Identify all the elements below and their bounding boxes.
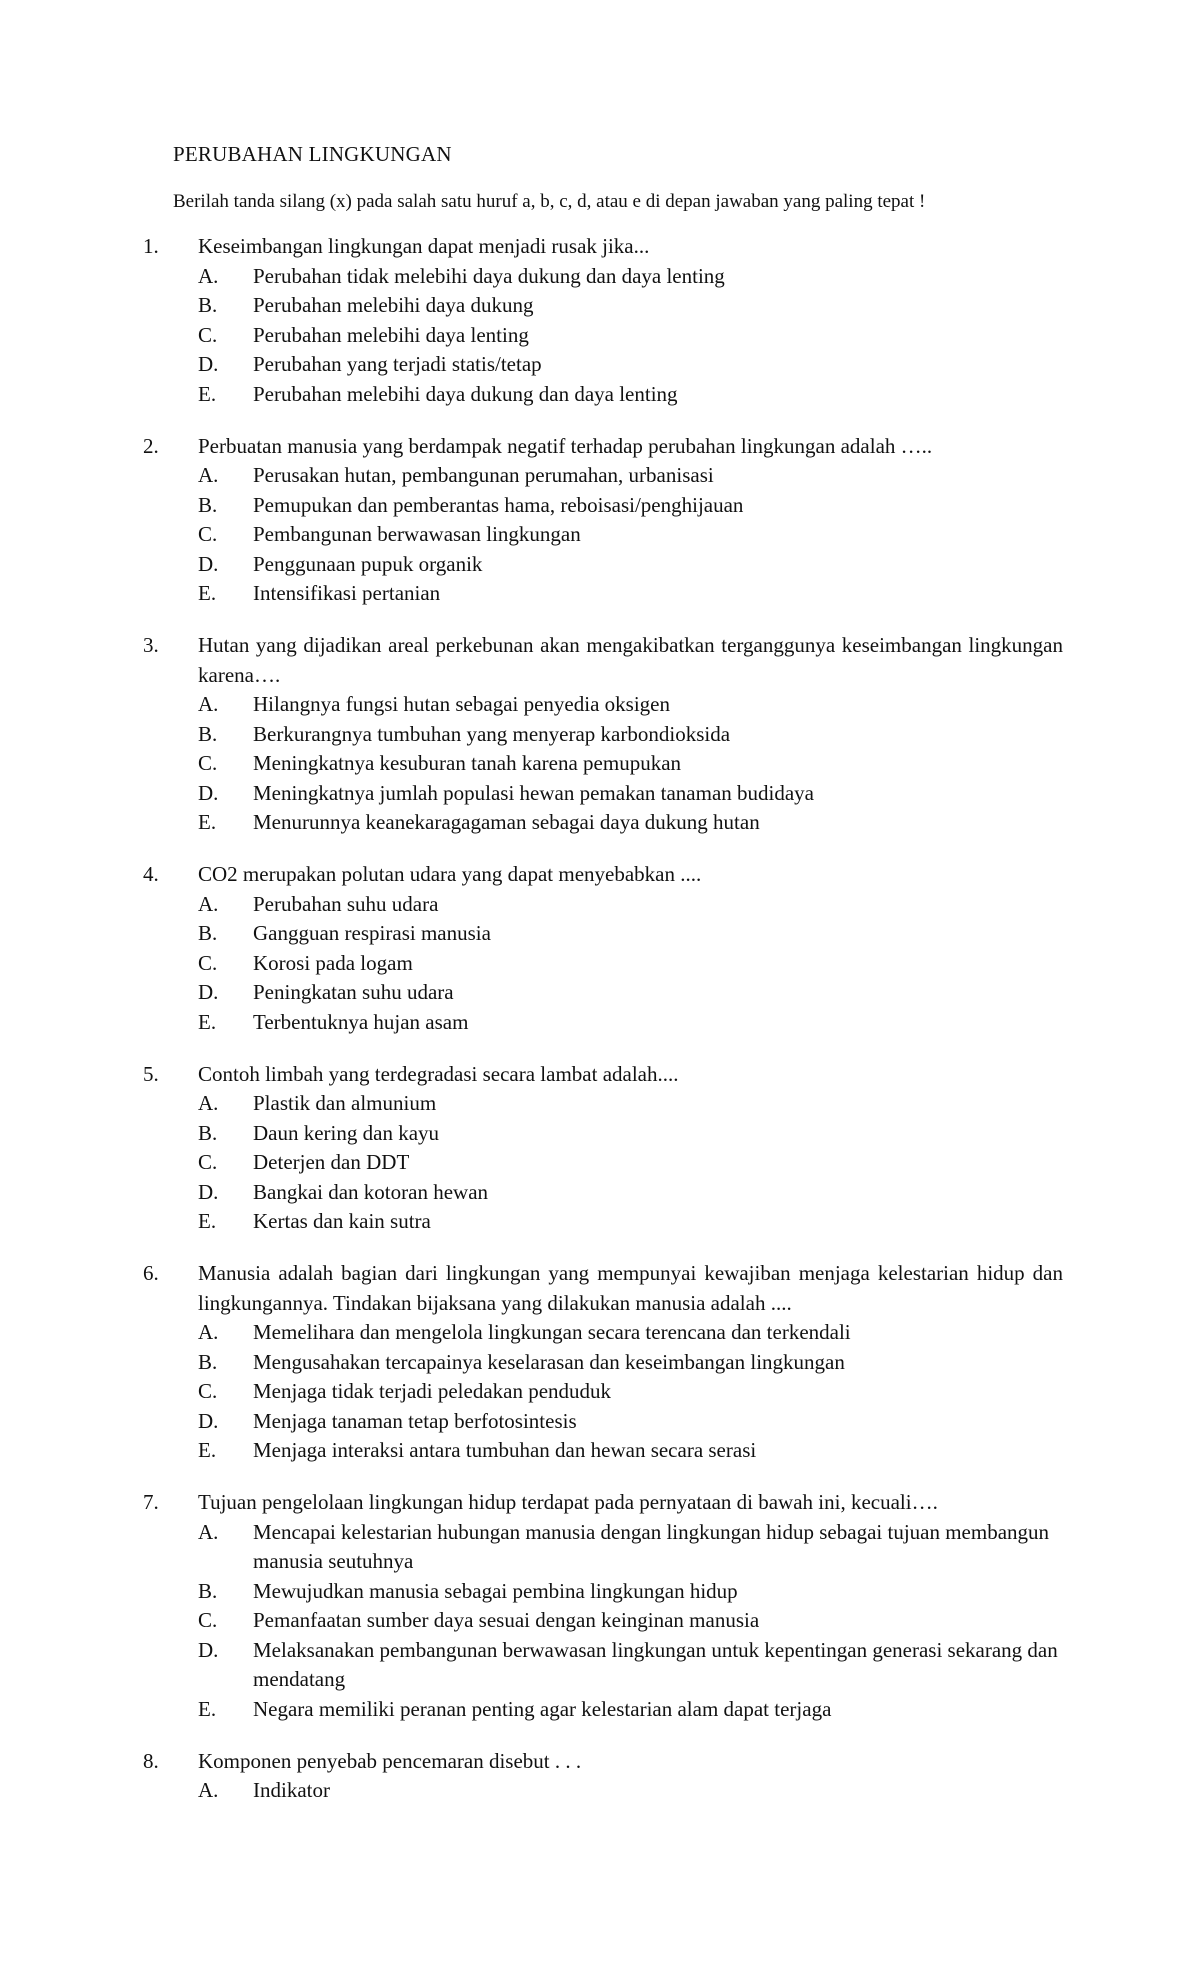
option-letter: A. bbox=[198, 263, 219, 288]
answer-option bbox=[198, 520, 1063, 550]
option-letter: D. bbox=[198, 352, 219, 376]
option-letter: E. bbox=[198, 1009, 217, 1034]
answer-option bbox=[198, 1318, 1063, 1348]
question-line bbox=[143, 432, 1063, 462]
option-text: Meningkatnya jumlah populasi hewan pemakan tanaman budidaya bbox=[253, 780, 815, 805]
option-text: Menjaga tanaman tetap berfotosintesis bbox=[253, 1408, 577, 1433]
answer-option bbox=[198, 1008, 1063, 1038]
question-item bbox=[143, 432, 1063, 609]
answer-option bbox=[198, 978, 1063, 1008]
option-letter: C. bbox=[198, 1608, 218, 1632]
answer-option bbox=[198, 690, 1063, 720]
answer-option bbox=[198, 350, 1063, 380]
option-text: Menjaga tidak terjadi peledakan penduduk bbox=[253, 1379, 612, 1403]
option-letter: E. bbox=[198, 581, 217, 605]
option-letter: A. bbox=[198, 463, 219, 487]
page-title: PERUBAHAN LINGKUNGAN bbox=[173, 142, 452, 166]
answer-option bbox=[198, 1377, 1063, 1407]
option-text: Hilangnya fungsi hutan sebagai penyedia oksigen bbox=[253, 692, 670, 716]
answer-option bbox=[198, 1348, 1063, 1378]
option-letter: C. bbox=[198, 1379, 218, 1403]
answer-option bbox=[198, 291, 1063, 321]
option-list bbox=[143, 461, 1063, 609]
option-letter: B. bbox=[198, 1349, 218, 1374]
answer-option bbox=[198, 720, 1063, 750]
answer-option bbox=[198, 1207, 1063, 1237]
question-item bbox=[143, 232, 1063, 409]
question-item bbox=[143, 1747, 1063, 1806]
question-text: Keseimbangan lingkungan dapat menjadi rusak jika... bbox=[198, 234, 650, 258]
option-text: Perubahan tidak melebihi daya dukung dan daya lenting bbox=[253, 263, 725, 288]
option-text: Memelihara dan mengelola lingkungan secara terencana dan terkendali bbox=[253, 1320, 851, 1344]
answer-option bbox=[198, 1606, 1063, 1636]
question-number: 8. bbox=[143, 1748, 159, 1773]
option-letter: C. bbox=[198, 522, 218, 546]
answer-option bbox=[198, 890, 1063, 920]
option-text: Menurunnya keanekaragagaman sebagai daya dukung hutan bbox=[253, 810, 760, 834]
question-line bbox=[143, 1747, 1063, 1777]
answer-option bbox=[198, 380, 1063, 410]
option-letter: D. bbox=[198, 780, 219, 805]
option-text: Mewujudkan manusia sebagai pembina lingkungan hidup bbox=[253, 1578, 738, 1603]
option-text: Berkurangnya tumbuhan yang menyerap karbondioksida bbox=[253, 721, 731, 746]
option-text: Terbentuknya hujan asam bbox=[253, 1009, 469, 1034]
answer-option bbox=[198, 1148, 1063, 1178]
option-text: Penggunaan pupuk organik bbox=[253, 551, 483, 576]
question-text: Perbuatan manusia yang berdampak negatif terhadap perubahan lingkungan adalah ….. bbox=[198, 433, 933, 458]
option-list bbox=[143, 1776, 1063, 1806]
question-line bbox=[143, 1259, 1063, 1318]
answer-option bbox=[198, 808, 1063, 838]
option-letter: A. bbox=[198, 1519, 219, 1544]
option-letter: D. bbox=[198, 1179, 219, 1204]
question-text: CO2 merupakan polutan udara yang dapat menyebabkan .... bbox=[198, 862, 702, 886]
question-text: Manusia adalah bagian dari lingkungan yang mempunyai kewajiban menjaga kelestarian hidup dan lingkungannya. Tindakan bijaksana yang dilakukan manusia adalah .... bbox=[198, 1261, 1063, 1315]
option-letter: A. bbox=[198, 1320, 219, 1344]
answer-option bbox=[198, 919, 1063, 949]
option-text: Intensifikasi pertanian bbox=[253, 581, 441, 605]
question-line bbox=[143, 232, 1063, 262]
option-letter: A. bbox=[198, 1091, 219, 1115]
question-number: 4. bbox=[143, 862, 159, 886]
option-text: Negara memiliki peranan penting agar kelestarian alam dapat terjaga bbox=[253, 1696, 832, 1721]
option-letter: D. bbox=[198, 1408, 219, 1433]
option-text: Mencapai kelestarian hubungan manusia dengan lingkungan hidup sebagai tujuan membangun manusia seutuhnya bbox=[253, 1519, 1050, 1573]
option-text: Melaksanakan pembangunan berwawasan lingkungan untuk kepentingan generasi sekarang dan mendatang bbox=[253, 1637, 1058, 1691]
option-letter: B. bbox=[198, 1120, 218, 1145]
option-letter: A. bbox=[198, 1778, 219, 1802]
option-list bbox=[143, 262, 1063, 410]
question-line bbox=[143, 1488, 1063, 1518]
option-letter: C. bbox=[198, 950, 218, 975]
question-text: Tujuan pengelolaan lingkungan hidup terdapat pada pernyataan di bawah ini, kecuali…. bbox=[198, 1490, 938, 1514]
option-letter: B. bbox=[198, 921, 218, 945]
option-text: Daun kering dan kayu bbox=[253, 1120, 440, 1145]
option-letter: B. bbox=[198, 492, 218, 517]
question-list bbox=[143, 232, 1063, 1828]
question-text: Hutan yang dijadikan areal perkebunan akan mengakibatkan terganggunya keseimbangan lingkungan karena…. bbox=[198, 633, 1063, 687]
answer-option bbox=[198, 1407, 1063, 1437]
option-text: Perubahan melebihi daya dukung bbox=[253, 293, 534, 317]
option-letter: A. bbox=[198, 891, 219, 916]
option-letter: D. bbox=[198, 980, 219, 1004]
answer-option bbox=[198, 1518, 1063, 1577]
question-number: 6. bbox=[143, 1261, 159, 1285]
question-number: 3. bbox=[143, 633, 159, 657]
question-line bbox=[143, 860, 1063, 890]
question-number: 5. bbox=[143, 1061, 159, 1086]
answer-option bbox=[198, 1577, 1063, 1607]
option-list bbox=[143, 690, 1063, 838]
option-letter: E. bbox=[198, 810, 217, 834]
question-text: Contoh limbah yang terdegradasi secara lambat adalah.... bbox=[198, 1061, 679, 1086]
option-text: Pembangunan berwawasan lingkungan bbox=[253, 522, 581, 546]
option-text: Mengusahakan tercapainya keselarasan dan keseimbangan lingkungan bbox=[253, 1349, 845, 1374]
option-letter: D. bbox=[198, 551, 219, 576]
option-text: Korosi pada logam bbox=[253, 950, 413, 975]
answer-option bbox=[198, 749, 1063, 779]
option-letter: C. bbox=[198, 322, 218, 347]
option-letter: B. bbox=[198, 293, 218, 317]
answer-option bbox=[198, 321, 1063, 351]
answer-option bbox=[198, 1119, 1063, 1149]
question-text: Komponen penyebab pencemaran disebut . . . bbox=[198, 1748, 582, 1773]
question-number: 2. bbox=[143, 433, 159, 458]
option-letter: E. bbox=[198, 1696, 217, 1721]
option-text: Pemanfaatan sumber daya sesuai dengan keinginan manusia bbox=[253, 1608, 760, 1632]
option-list bbox=[143, 1318, 1063, 1466]
option-text: Deterjen dan DDT bbox=[253, 1150, 410, 1174]
option-text: Perusakan hutan, pembangunan perumahan, urbanisasi bbox=[253, 463, 714, 487]
answer-option bbox=[198, 1436, 1063, 1466]
option-text: Perubahan melebihi daya lenting bbox=[253, 322, 529, 347]
question-item bbox=[143, 1060, 1063, 1237]
question-line bbox=[143, 1060, 1063, 1090]
option-letter: C. bbox=[198, 1150, 218, 1174]
option-text: Perubahan yang terjadi statis/tetap bbox=[253, 352, 542, 376]
answer-option bbox=[198, 491, 1063, 521]
answer-option bbox=[198, 1178, 1063, 1208]
option-letter: D. bbox=[198, 1637, 219, 1662]
answer-option bbox=[198, 579, 1063, 609]
option-letter: C. bbox=[198, 751, 218, 775]
question-number: 7. bbox=[143, 1490, 159, 1514]
option-letter: A. bbox=[198, 692, 219, 716]
question-item bbox=[143, 860, 1063, 1037]
answer-option bbox=[198, 949, 1063, 979]
answer-option bbox=[198, 1695, 1063, 1725]
option-text: Peningkatan suhu udara bbox=[253, 980, 454, 1004]
option-letter: E. bbox=[198, 1438, 217, 1462]
question-item bbox=[143, 1259, 1063, 1466]
option-text: Indikator bbox=[253, 1778, 330, 1802]
answer-option bbox=[198, 461, 1063, 491]
option-list bbox=[143, 1089, 1063, 1237]
question-number: 1. bbox=[143, 234, 159, 258]
option-text: Plastik dan almunium bbox=[253, 1091, 437, 1115]
option-text: Meningkatnya kesuburan tanah karena pemupukan bbox=[253, 751, 682, 775]
instruction-text: Berilah tanda silang (x) pada salah satu huruf a, b, c, d, atau e di depan jawaban yang paling tepat ! bbox=[173, 191, 926, 212]
option-text: Pemupukan dan pemberantas hama, reboisasi/penghijauan bbox=[253, 492, 744, 517]
option-list bbox=[143, 890, 1063, 1038]
answer-option bbox=[198, 550, 1063, 580]
option-text: Kertas dan kain sutra bbox=[253, 1209, 431, 1233]
option-letter: E. bbox=[198, 1209, 217, 1233]
question-item bbox=[143, 1488, 1063, 1724]
option-list bbox=[143, 1518, 1063, 1725]
option-text: Perubahan melebihi daya dukung dan daya lenting bbox=[253, 381, 678, 406]
question-item bbox=[143, 631, 1063, 838]
question-line bbox=[143, 631, 1063, 690]
option-letter: B. bbox=[198, 1578, 218, 1603]
option-text: Bangkai dan kotoran hewan bbox=[253, 1179, 489, 1204]
answer-option bbox=[198, 262, 1063, 292]
option-letter: E. bbox=[198, 381, 217, 406]
option-letter: B. bbox=[198, 721, 218, 746]
answer-option bbox=[198, 1636, 1063, 1695]
option-text: Perubahan suhu udara bbox=[253, 891, 439, 916]
answer-option bbox=[198, 1089, 1063, 1119]
option-text: Gangguan respirasi manusia bbox=[253, 921, 491, 945]
answer-option bbox=[198, 1776, 1063, 1806]
option-text: Menjaga interaksi antara tumbuhan dan hewan secara serasi bbox=[253, 1438, 757, 1462]
answer-option bbox=[198, 779, 1063, 809]
